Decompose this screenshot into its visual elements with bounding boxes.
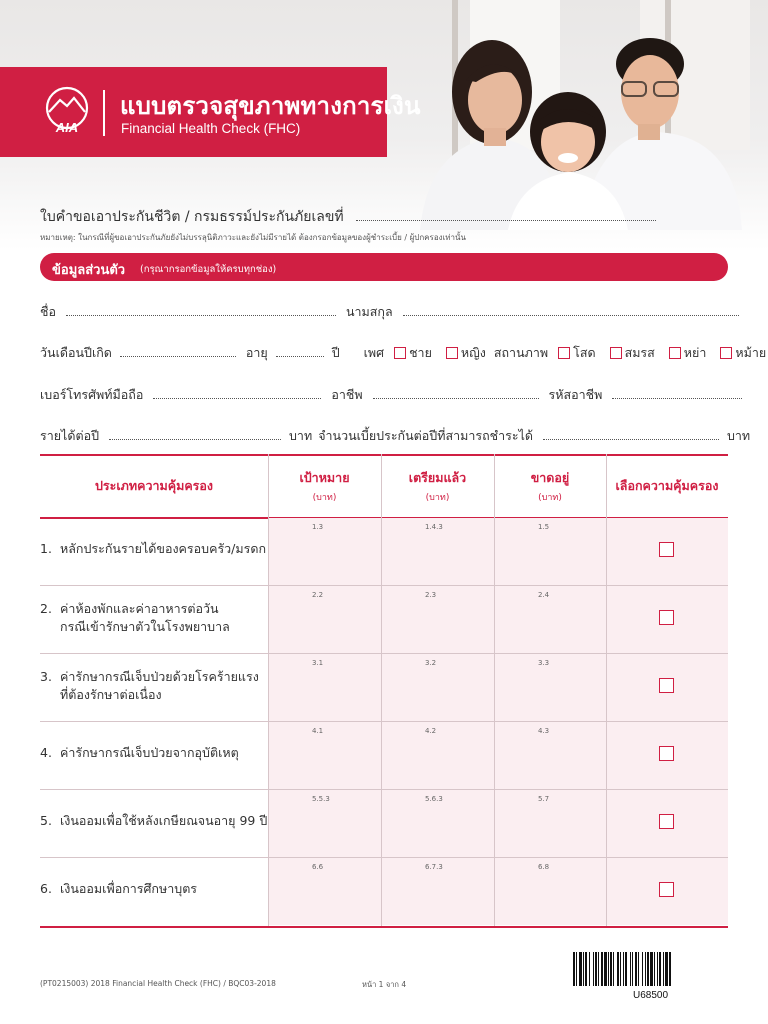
premium-unit: บาท: [726, 428, 751, 443]
amount-cell[interactable]: [495, 654, 606, 721]
amount-cell[interactable]: [382, 586, 494, 653]
occupation-code-label: รหัสอาชีพ: [548, 387, 603, 402]
field-code: 2.4: [538, 591, 550, 599]
section-title: ข้อมูลส่วนตัว: [52, 263, 126, 278]
field-code: 6.6: [312, 863, 324, 871]
widowed-checkbox[interactable]: [720, 347, 732, 359]
field-code: 4.2: [425, 727, 437, 735]
header-target: เป้าหมาย (บาท): [299, 470, 350, 503]
occupation-field[interactable]: [373, 387, 539, 399]
section-hint: (กรุณากรอกข้อมูลให้ครบทุกช่อง): [140, 264, 277, 275]
occupation-label: อาชีพ: [331, 387, 363, 402]
premium-label: จำนวนเบี้ยประกันต่อปีที่สามารถชำระได้: [318, 428, 533, 443]
svg-text:AIA: AIA: [55, 120, 79, 135]
table-row-label: 1. หลักประกันรายได้ของครอบครัว/มรดก: [40, 541, 267, 556]
field-code: 6.7.3: [425, 863, 443, 871]
single-label: โสด: [573, 345, 596, 360]
footer-form-code: (PT0215003) 2018 Financial Health Check (FHC) / BQC03-2018: [40, 979, 276, 988]
field-code: 5.5.3: [312, 795, 330, 803]
amount-cell[interactable]: [495, 518, 606, 585]
table-bottom-border: [40, 926, 728, 928]
amount-cell[interactable]: [495, 858, 606, 925]
mobile-field[interactable]: [153, 387, 321, 399]
page-subtitle: Financial Health Check (FHC): [121, 121, 301, 136]
field-code: 6.8: [538, 863, 550, 871]
year-label: ปี: [331, 345, 340, 360]
first-name-field[interactable]: [66, 304, 336, 316]
row-divider: [40, 721, 728, 722]
age-label: อายุ: [245, 345, 268, 360]
table-row-label: 5. เงินออมเพื่อใช้หลังเกษียณจนอายุ 99 ปี: [40, 813, 268, 828]
table-row-label: 6. เงินออมเพื่อการศึกษาบุตร: [40, 881, 198, 896]
page-title: แบบตรวจสุขภาพทางการเงิน: [120, 92, 421, 120]
field-code: 1.4.3: [425, 523, 443, 531]
field-code: 3.2: [425, 659, 437, 667]
divorced-checkbox[interactable]: [669, 347, 681, 359]
row-divider: [40, 653, 728, 654]
field-code: 4.3: [538, 727, 550, 735]
amount-cell[interactable]: [269, 722, 381, 789]
last-name-field[interactable]: [403, 304, 739, 316]
row-divider: [40, 789, 728, 790]
header-shortfall: ขาดอยู่ (บาท): [530, 470, 570, 503]
field-code: 5.6.3: [425, 795, 443, 803]
select-coverage-checkbox[interactable]: [659, 814, 674, 829]
row-divider: [40, 585, 728, 586]
amount-cell[interactable]: [382, 654, 494, 721]
mobile-label: เบอร์โทรศัพท์มือถือ: [40, 387, 144, 402]
table-row-label: 3. ค่ารักษากรณีเจ็บป่วยด้วยโรคร้ายแรง ที่ต้องรักษาต่อเนื่อง: [40, 669, 259, 702]
select-coverage-checkbox[interactable]: [659, 678, 674, 693]
form-note: หมายเหตุ: ในกรณีที่ผู้ขอเอาประกันภัยยังไม่บรรลุนิติภาวะและยังไม่มีรายได้ ต้องกรอกข้อมูลของผู้ชำระเบี้ย / ผู้ปกครองเท่านั้น: [40, 233, 466, 242]
header-coverage-type: ประเภทความคุ้มครอง: [94, 478, 214, 493]
amount-cell[interactable]: [495, 586, 606, 653]
barcode: [573, 952, 728, 986]
row-divider: [40, 857, 728, 858]
amount-cell[interactable]: [495, 722, 606, 789]
select-coverage-checkbox[interactable]: [659, 610, 674, 625]
field-code: 5.7: [538, 795, 550, 803]
family-photo: [380, 20, 768, 230]
amount-cell[interactable]: [495, 790, 606, 857]
name-row: [40, 302, 728, 322]
male-label: ชาย: [409, 345, 432, 360]
occupation-code-field[interactable]: [612, 387, 742, 399]
divorced-label: หย่า: [683, 345, 707, 360]
amount-cell[interactable]: [269, 654, 381, 721]
field-code: 2.3: [425, 591, 437, 599]
marital-label: สถานภาพ: [493, 345, 549, 360]
income-row: [40, 426, 751, 446]
birth-gender-row: [40, 343, 767, 363]
table-row-label: 2. ค่าห้องพักและค่าอาหารต่อวัน กรณีเข้ารักษาตัวในโรงพยาบาล: [40, 601, 230, 634]
select-coverage-checkbox[interactable]: [659, 882, 674, 897]
amount-cell[interactable]: [269, 858, 381, 925]
banner-divider: [103, 90, 105, 136]
income-field[interactable]: [109, 428, 281, 440]
field-code: 1.5: [538, 523, 550, 531]
income-unit: บาท: [289, 428, 313, 443]
aia-logo: [38, 86, 96, 136]
field-code: 2.2: [312, 591, 324, 599]
field-code: 1.3: [312, 523, 324, 531]
dob-label: วันเดือนปีเกิด: [40, 345, 112, 360]
single-checkbox[interactable]: [558, 347, 570, 359]
application-number-row: [40, 206, 656, 228]
amount-cell[interactable]: [269, 518, 381, 585]
income-label: รายได้ต่อปี: [40, 428, 100, 443]
female-label: หญิง: [460, 345, 486, 360]
field-code: 3.3: [538, 659, 550, 667]
amount-cell[interactable]: [269, 586, 381, 653]
select-coverage-checkbox[interactable]: [659, 746, 674, 761]
field-code: 4.1: [312, 727, 324, 735]
table-row-label: 4. ค่ารักษากรณีเจ็บป่วยจากอุบัติเหตุ: [40, 745, 239, 760]
last-name-label: นามสกุล: [345, 304, 393, 319]
amount-cell[interactable]: [382, 722, 494, 789]
application-number-field[interactable]: [356, 208, 656, 221]
application-number-label: ใบคำขอเอาประกันชีวิต / กรมธรรม์ประกันภัยเลขที่: [40, 209, 344, 225]
first-name-label: ชื่อ: [40, 304, 56, 319]
male-checkbox[interactable]: [394, 347, 406, 359]
dob-field[interactable]: [120, 345, 236, 357]
footer-page-number: หน้า 1 จาก 4: [362, 980, 407, 989]
age-field[interactable]: [276, 345, 324, 357]
female-checkbox[interactable]: [446, 347, 458, 359]
widowed-label: หม้าย: [735, 345, 767, 360]
header-select-coverage: เลือกความคุ้มครอง: [615, 478, 719, 493]
barcode-number: U68500: [633, 990, 669, 1001]
premium-field[interactable]: [543, 428, 719, 440]
contact-row: [40, 385, 728, 405]
married-label: สมรส: [624, 345, 655, 360]
select-coverage-checkbox[interactable]: [659, 542, 674, 557]
header-prepared: เตรียมแล้ว (บาท): [408, 470, 467, 503]
gender-label: เพศ: [363, 345, 385, 360]
field-code: 3.1: [312, 659, 324, 667]
married-checkbox[interactable]: [610, 347, 622, 359]
